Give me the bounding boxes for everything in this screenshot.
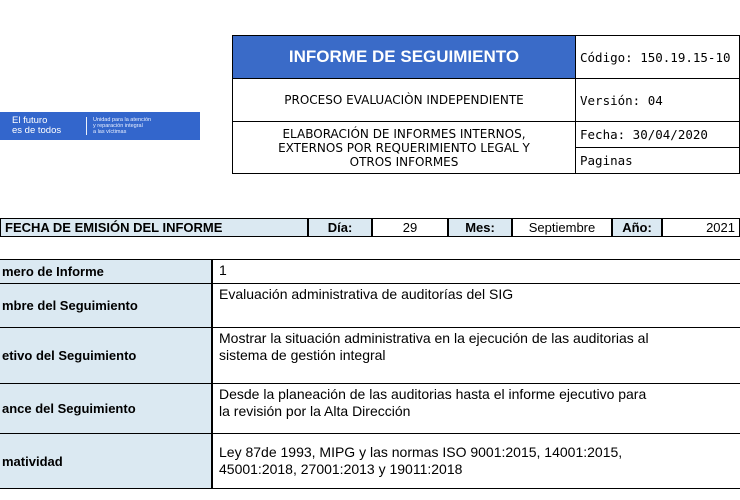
fecha-cell: Fecha: 30/04/2020 [575,121,740,148]
codigo-cell: Código: 150.19.15-10 [575,35,740,79]
version-cell: Versión: 04 [575,78,740,122]
logo-main-text [0,116,82,136]
elaboracion-cell [232,121,576,174]
fecha-emision-label: FECHA DE EMISIÓN DEL INFORME [0,218,308,237]
alcance-line2: la revisión por la Alta Dirección [219,403,411,419]
paginas-cell: Paginas [575,147,740,174]
elaboracion-line2: EXTERNOS POR REQUERIMIENTO LEGAL Y [278,140,530,155]
normatividad-line1: Ley 87de 1993, MIPG y las normas ISO 9001:2015, 14001:2015, [219,444,623,460]
anio-value: 2021 [662,218,740,237]
dia-label: Día: [308,218,372,237]
logo-sub-text [93,117,151,135]
nombre-seguimiento-value: Evaluación administrativa de auditorías del SIG [212,283,740,328]
mes-value: Septiembre [512,218,612,237]
objetivo-line2: sistema de gestión integral [219,347,386,363]
logo-sub-line3: a las víctimas [93,129,127,135]
alcance-label: ance del Seguimiento [0,383,212,434]
numero-informe-label: mero de Informe [0,259,212,284]
normatividad-label: matividad [0,433,212,489]
nombre-seguimiento-label: mbre del Seguimiento [0,283,212,328]
dia-value: 29 [372,218,448,237]
alcance-line1: Desde la planeación de las auditorias hasta el informe ejecutivo para [219,386,647,402]
objetivo-line1: Mostrar la situación administrativa en la ejecución de las auditorias al [219,330,649,346]
elaboracion-line3: OTROS INFORMES [349,154,459,169]
proceso-cell: PROCESO EVALUACIÒN INDEPENDIENTE [232,78,576,122]
logo-separator [86,117,87,135]
logo-main-line2: es de todos [12,125,62,136]
numero-informe-value: 1 [212,259,740,284]
mes-label: Mes: [448,218,512,237]
entity-logo [0,112,200,140]
objetivo-value [212,327,740,384]
alcance-value [212,383,740,434]
logo-main-line1: El futuro [12,115,48,126]
normatividad-value [212,433,740,489]
report-title: INFORME DE SEGUIMIENTO [232,35,576,79]
normatividad-line2: 45001:2018, 27001:2013 y 19011:2018 [219,461,463,477]
logo-sub-line1: Unidad para la atención [93,117,152,123]
logo-sub-line2: y reparación integral [93,123,143,129]
elaboracion-line1: ELABORACIÓN DE INFORMES INTERNOS, [282,126,526,141]
objetivo-label: etivo del Seguimiento [0,327,212,384]
anio-label: Año: [612,218,662,237]
